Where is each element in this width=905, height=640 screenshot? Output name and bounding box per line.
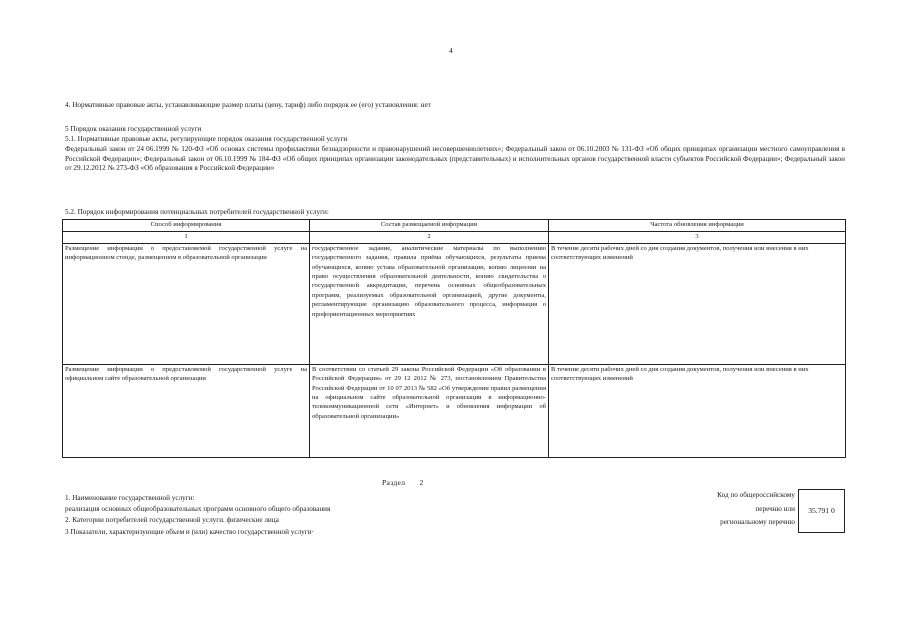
section-5-2-heading: 5.2. Порядок информирования потенциальных потребителей государственной услуги: xyxy=(65,208,329,216)
table-cell-content: В соответствии со статьей 29 закона Российской Федерации «Об образовании в Российской Федерации» от 29 12 2012 № 273, постановлением Правительства Российской Федерации от 10 07 2013 № 582 «Об утверждении правил размещения на официальном сайте образовательной организации в информационно-телекоммуникационной сети «Интернет» и обновления информации об образовательной организации» xyxy=(310,365,549,458)
section-5-1-heading: 5.1. Нормативные правовые акты, регулирующие порядок оказания государственной услуги xyxy=(65,135,348,143)
column-number: 2 xyxy=(310,232,549,244)
table-cell-frequency: В течение десяти рабочих дней со дня создания документов, получения или внесения в них соответствующих изменений xyxy=(549,244,846,365)
service-name-label: 1. Наименование государственной услуги: xyxy=(65,494,195,502)
section-4-text: 4. Нормативные правовые акты, устанавливающие размер платы (цену, тариф) либо порядок ее (его) установления: нет xyxy=(65,101,431,109)
consumer-categories: 2. Категории потребителей государственной услуги. физические лица xyxy=(65,516,279,524)
column-number: 1 xyxy=(63,232,310,244)
registry-code-value: 35.791 0 xyxy=(808,505,835,515)
table-header-row xyxy=(63,220,846,232)
page-number: 4 xyxy=(449,46,453,55)
table-cell-method: Размещение информации о предоставляемой государственной услуге на информационном стенде, размещенном в образовательной организации xyxy=(63,244,310,365)
code-label-line-2: перечню или xyxy=(755,505,795,513)
table-cell-content: государственное задание, аналитические материалы по выполнению государственного задания, правила приёма обучающихся, результаты приема обучающихся, копию устава образовательной организации, копию лицензии на право осуществления образовательной деятельности, копию свидетельства о государственной аккредитации, перечень основных общеобразовательных программ, реализуемых образовательной организацией, другие документы, регламентирующие организацию образовательного процесса, информация о профориентационных мероприятиях xyxy=(310,244,549,365)
column-number: 3 xyxy=(549,232,846,244)
table-row xyxy=(63,244,846,365)
table-cell-frequency: В течение десяти рабочих дней со дня создания документов, получения или внесения в них соответствующих изменений xyxy=(549,365,846,458)
laws-paragraph: Федеральный закон от 24 06.1999 № 120-ФЗ «Об основах системы профилактики безнадзорности и правонарушений несовершеннолетних»; Федеральный закон от 06.10.2003 № 131-ФЗ «Об общих принципах организации местного самоуправления в Российской Федерации»; Федеральный закон от 06.10.1999 № 184-ФЗ «Об общих принципах организации законодательных (представительных) и исполнительных органов государственной власти субъектов Российской Федерации»; Федеральный закон от 29.12.2012 № 273-ФЗ «Об образования в Российской Федерации» xyxy=(65,145,845,172)
table-header: Частота обновления информации xyxy=(549,220,846,232)
section-label: Раздел xyxy=(382,478,406,487)
section-title xyxy=(382,478,424,488)
table-cell-method: Размещение информации о предоставляемой государственной услуге на официальном сайте образовательной организации xyxy=(63,365,310,458)
indicators-heading: 3 Показатели, характеризующие объем и (или) качество государственной услуги· xyxy=(65,528,314,536)
section-number: 2 xyxy=(419,478,424,487)
code-label-line-3: региональному перечню xyxy=(720,518,795,526)
code-label-line-1: Код по общероссийскому xyxy=(717,491,795,499)
table-row xyxy=(63,365,846,458)
table-header: Состав размещаемой информации xyxy=(310,220,549,232)
service-name-value: реализация основных общеобразовательных программ основного общего образования xyxy=(65,505,331,513)
table-number-row xyxy=(63,232,846,244)
registry-code-box xyxy=(798,489,845,533)
section-5-heading: 5 Порядок оказания государственной услуги xyxy=(65,125,202,133)
information-table xyxy=(62,219,846,458)
table-header: Способ информирования xyxy=(63,220,310,232)
